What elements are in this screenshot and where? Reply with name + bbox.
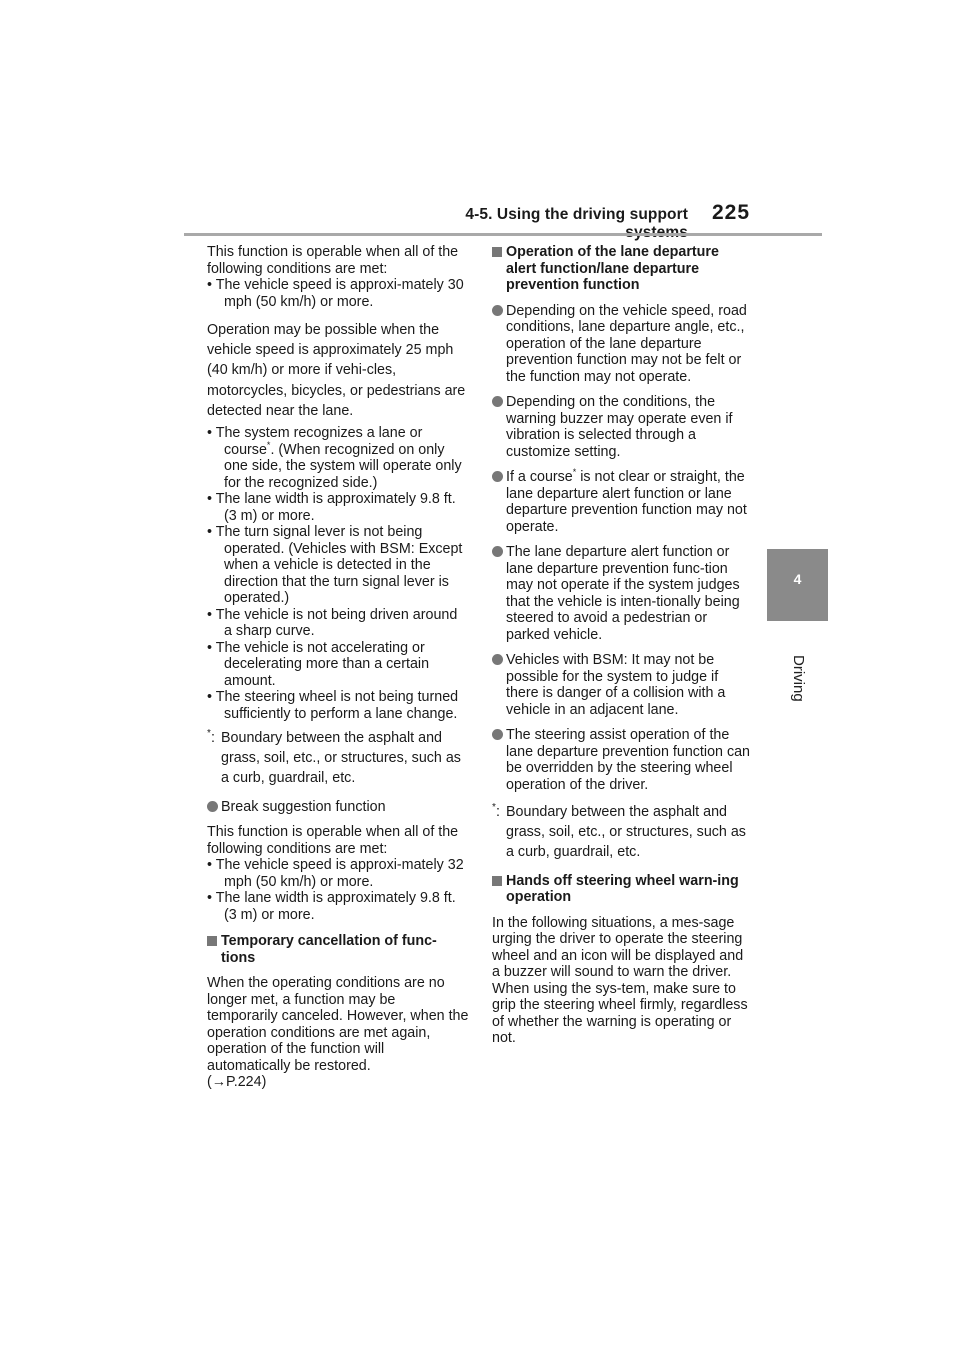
footnote-marker: * [207,728,211,740]
circle-bullet-icon [492,729,503,740]
circle-bullet-item [492,394,750,460]
square-bullet-icon [492,247,502,257]
footnote [207,728,469,789]
paragraph: This function is operable when all of the following conditions are met: [207,824,459,857]
section-title: 4-5. Using the driving support [465,206,688,223]
circle-bullet-item [492,303,750,386]
square-bullet-icon [207,936,217,946]
right-column [492,244,750,1056]
circle-bullet-text: Break suggestion function [221,798,386,815]
square-bullet-icon [492,876,502,886]
circle-bullet-text: Depending on the vehicle speed, road conditions, lane departure angle, etc., operation of the lane departure prevention function may not be felt or the function may not operate. [506,302,747,385]
section-heading-text: Hands off steering wheel warn-ing operation [506,872,739,906]
chapter-number: 4 [793,571,802,587]
section-heading [492,244,750,294]
circle-bullet-text: If a course [506,469,573,485]
bullet-item: • The lane width is approximately 9.8 ft. (3 m) or more. [207,890,456,923]
circle-bullet-text: is not clear or straight, the lane departure alert function or lane departure prevention function may not operate. [506,469,747,535]
paragraph: This function is operable when all of the following conditions are met: [207,244,459,277]
paragraph: In the following situations, a mes-sage urging the driver to operate the steering wheel and an icon will be displayed and a buzzer will sound to warn the driver. When using the sys-tem, make sure to grip the steering wheel firmly, regardless of whether the warning is operating or not. [492,914,748,1047]
bullet-item: • The vehicle is not accelerating or decelerating more than a certain amount. [207,639,430,689]
bullet-item: • The turn signal lever is not being operated. (Vehicles with BSM: Except when a vehicle is detected in the direction that the turn signal lever is operated.) [207,524,463,607]
footnote-marker: * [492,802,496,813]
header-divider [184,233,822,236]
circle-bullet-icon [492,546,503,557]
chapter-label: Driving [790,655,807,702]
circle-bullet-text: Depending on the conditions, the warning buzzer may operate even if vibration is selected through a customize setting. [506,394,733,460]
bullet-text: • The system recognizes a lane or course [207,425,423,458]
bullet-item: • The lane width is approximately 9.8 ft. (3 m) or more. [207,491,456,524]
circle-bullet-text: Vehicles with BSM: It may not be possible for the system to judge if there is danger of a collision with a vehicle in an adjacent lane. [506,652,726,718]
circle-bullet-text: The steering assist operation of the lane departure prevention function can be overridden by the steering wheel operation of the driver. [506,727,751,793]
bullet-item: • The vehicle speed is approxi-mately 30 mph (50 km/h) or more. [207,277,464,310]
circle-bullet-icon [492,471,503,482]
footnote [492,802,750,863]
circle-bullet-item [492,727,750,793]
footnote-marker: * [266,439,271,450]
footnote-text: Boundary between the asphalt and grass, soil, etc., or structures, such as a curb, guardrail, etc. [506,804,746,861]
paragraph: Operation may be possible when the vehicle speed is approximately 25 mph (40 km/h) or more if vehi-cles, motorcycles, bicycles, or pedestrians are detected near the lane. [207,322,466,419]
footnote-text: Boundary between the asphalt and grass, soil, etc., or structures, such as a curb, guardrail, etc. [221,730,461,787]
section-heading [492,873,750,906]
circle-bullet-icon [492,654,503,665]
footnote-marker: * [572,467,577,478]
circle-bullet-icon [207,801,218,812]
circle-bullet-item [492,652,750,718]
page-reference[interactable]: (→P.224) [207,1074,267,1091]
circle-bullet-item [492,469,750,535]
circle-bullet-text: The lane departure alert function or lane departure prevention func-tion may not operate if the system judges that the vehicle is inten-tionally being steered to avoid a pedestrian or parked vehicle. [506,544,740,643]
chapter-label-container [787,655,807,735]
bullet-text: . (When recognized on only one side, the system will operate only for the recognized side.) [224,441,462,491]
section-heading-text: Operation of the lane departure alert function/lane departure prevention function [506,244,719,293]
footnote-colon: : [211,730,215,747]
page-number: 225 [712,201,751,224]
bullet-item: • The vehicle speed is approxi-mately 32 mph (50 km/h) or more. [207,857,464,890]
circle-bullet-icon [492,305,503,316]
bullet-item: • The vehicle is not being driven around a sharp curve. [207,606,458,640]
paragraph: When the operating conditions are no longer met, a function may be temporarily canceled. However, when the operation conditions are met again, operation of the function will automatically be restored. [207,975,469,1074]
bullet-item: • The steering wheel is not being turned sufficiently to perform a lane change. [207,689,459,722]
chapter-tab [767,549,828,621]
footnote-colon: : [496,804,500,820]
left-column [207,244,469,1100]
section-heading-text: Temporary cancellation of func-tions [221,933,437,966]
section-heading [207,933,469,966]
circle-bullet-icon [492,396,503,407]
bullet-item [207,425,469,491]
circle-bullet-item [492,544,750,643]
circle-bullet-item [207,799,469,816]
